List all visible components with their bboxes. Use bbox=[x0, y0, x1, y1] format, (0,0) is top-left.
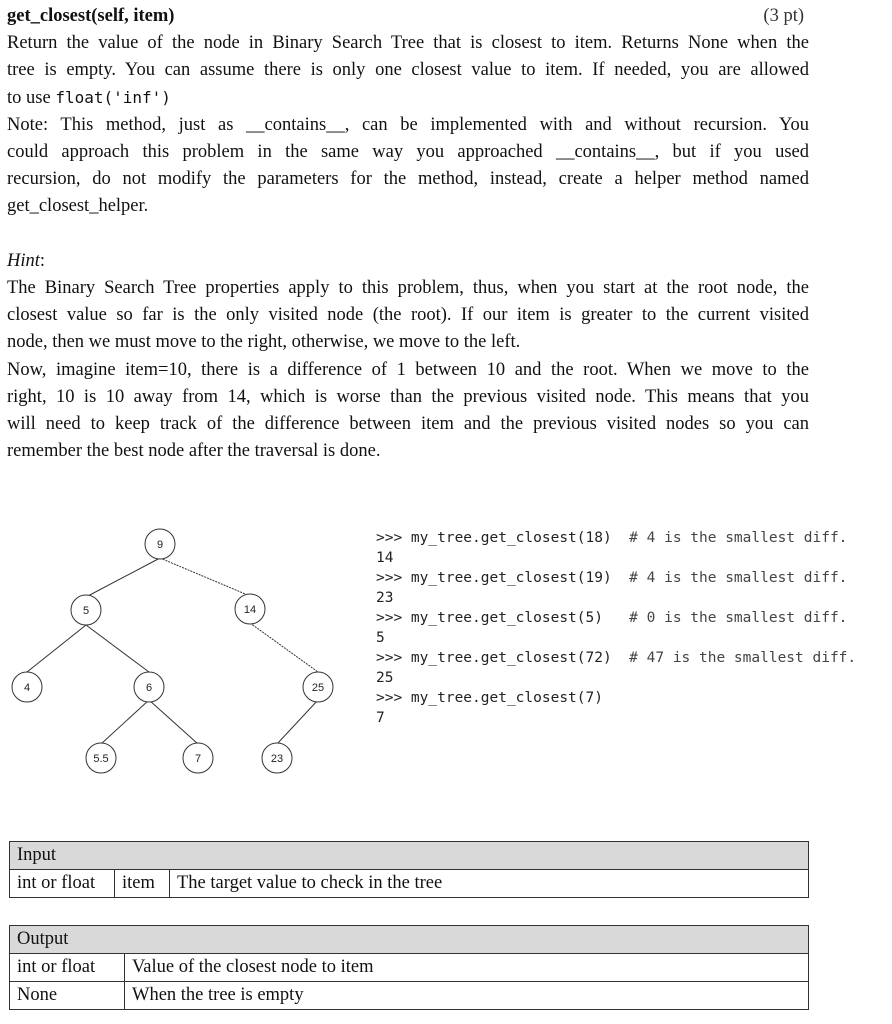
description-line bbox=[7, 84, 171, 112]
return-type: int or float bbox=[10, 954, 125, 982]
node-label-6: 6 bbox=[145, 682, 153, 694]
edge-6-7 bbox=[149, 700, 198, 744]
note-line: Note: This method, just as __contains__, can be implemented with and without recursion. You bbox=[7, 115, 809, 135]
return-description: When the tree is empty bbox=[125, 982, 809, 1010]
edge-5-6 bbox=[86, 625, 149, 672]
edge-9-5 bbox=[86, 558, 160, 597]
table-row bbox=[10, 954, 809, 982]
param-description: The target value to check in the tree bbox=[170, 870, 809, 898]
example-call: >>> my_tree.get_closest(18) # 4 is the smallest diff. bbox=[376, 530, 848, 546]
note-line: recursion, do not modify the parameters for the method, instead, create a helper method named bbox=[7, 169, 809, 189]
hint-line: right, 10 is 10 away from 14, which is worse than the previous visited node. This means that you bbox=[7, 387, 809, 407]
example-comment: # 4 is the smallest diff. bbox=[629, 530, 848, 546]
hint-title: Hint: bbox=[7, 251, 46, 271]
example-result: 25 bbox=[376, 670, 394, 686]
edge-9-14 bbox=[160, 558, 250, 596]
hint-line: will need to keep track of the difference between item and the previous visited nodes so you can bbox=[7, 414, 809, 434]
input-table bbox=[9, 841, 809, 898]
node-label-23: 23 bbox=[270, 753, 284, 765]
node-label-25: 25 bbox=[311, 682, 325, 694]
example-result: 5 bbox=[376, 630, 385, 646]
edge-14-25 bbox=[250, 623, 318, 672]
bst-diagram bbox=[0, 510, 360, 790]
description-line: Return the value of the node in Binary Search Tree that is closest to item. Returns None when the bbox=[7, 33, 809, 53]
hint-line: node, then we must move to the right, otherwise, we move to the left. bbox=[7, 332, 521, 352]
example-call: >>> my_tree.get_closest(5) # 0 is the smallest diff. bbox=[376, 610, 848, 626]
example-call: >>> my_tree.get_closest(7) bbox=[376, 690, 603, 706]
param-type: int or float bbox=[10, 870, 115, 898]
edge-6-5.5 bbox=[101, 700, 149, 744]
example-comment: # 0 is the smallest diff. bbox=[629, 610, 848, 626]
param-name: item bbox=[115, 870, 170, 898]
example-result: 23 bbox=[376, 590, 394, 606]
example-result: 7 bbox=[376, 710, 385, 726]
inline-code: float('inf') bbox=[55, 88, 171, 107]
input-table-header: Input bbox=[10, 842, 809, 870]
output-table-header: Output bbox=[10, 926, 809, 954]
note-line: get_closest_helper. bbox=[7, 196, 149, 216]
table-row bbox=[10, 982, 809, 1010]
example-call: >>> my_tree.get_closest(72) # 47 is the smallest diff. bbox=[376, 650, 857, 666]
table-row bbox=[10, 870, 809, 898]
node-label-7: 7 bbox=[194, 753, 202, 765]
return-type: None bbox=[10, 982, 125, 1010]
note-line: could approach this problem in the same way you approached __contains__, but if you used bbox=[7, 142, 809, 162]
example-comment: # 4 is the smallest diff. bbox=[629, 570, 848, 586]
points-label: (3 pt) bbox=[763, 6, 804, 26]
node-label-5: 5 bbox=[82, 605, 90, 617]
description-line: tree is empty. You can assume there is only one closest value to item. If needed, you are allowed bbox=[7, 60, 809, 80]
node-label-5.5: 5.5 bbox=[93, 753, 109, 765]
node-label-9: 9 bbox=[156, 539, 164, 551]
edge-5-4 bbox=[27, 625, 86, 672]
example-call: >>> my_tree.get_closest(19) # 4 is the smallest diff. bbox=[376, 570, 848, 586]
hint-line: Now, imagine item=10, there is a difference of 1 between 10 and the root. When we move to the bbox=[7, 360, 809, 380]
description-text: to use bbox=[7, 88, 56, 108]
hint-line: The Binary Search Tree properties apply to this problem, thus, when you start at the root node, the bbox=[7, 278, 809, 298]
output-table bbox=[9, 925, 809, 1010]
hint-line: remember the best node after the traversal is done. bbox=[7, 441, 381, 461]
node-label-14: 14 bbox=[243, 604, 257, 616]
node-label-4: 4 bbox=[23, 682, 31, 694]
return-description: Value of the closest node to item bbox=[125, 954, 809, 982]
hint-line: closest value so far is the only visited node (the root). If our item is greater to the current visited bbox=[7, 305, 809, 325]
method-signature: get_closest(self, item) bbox=[7, 6, 175, 26]
edge-25-23 bbox=[277, 700, 318, 744]
example-comment: # 47 is the smallest diff. bbox=[629, 650, 857, 666]
example-result: 14 bbox=[376, 550, 394, 566]
